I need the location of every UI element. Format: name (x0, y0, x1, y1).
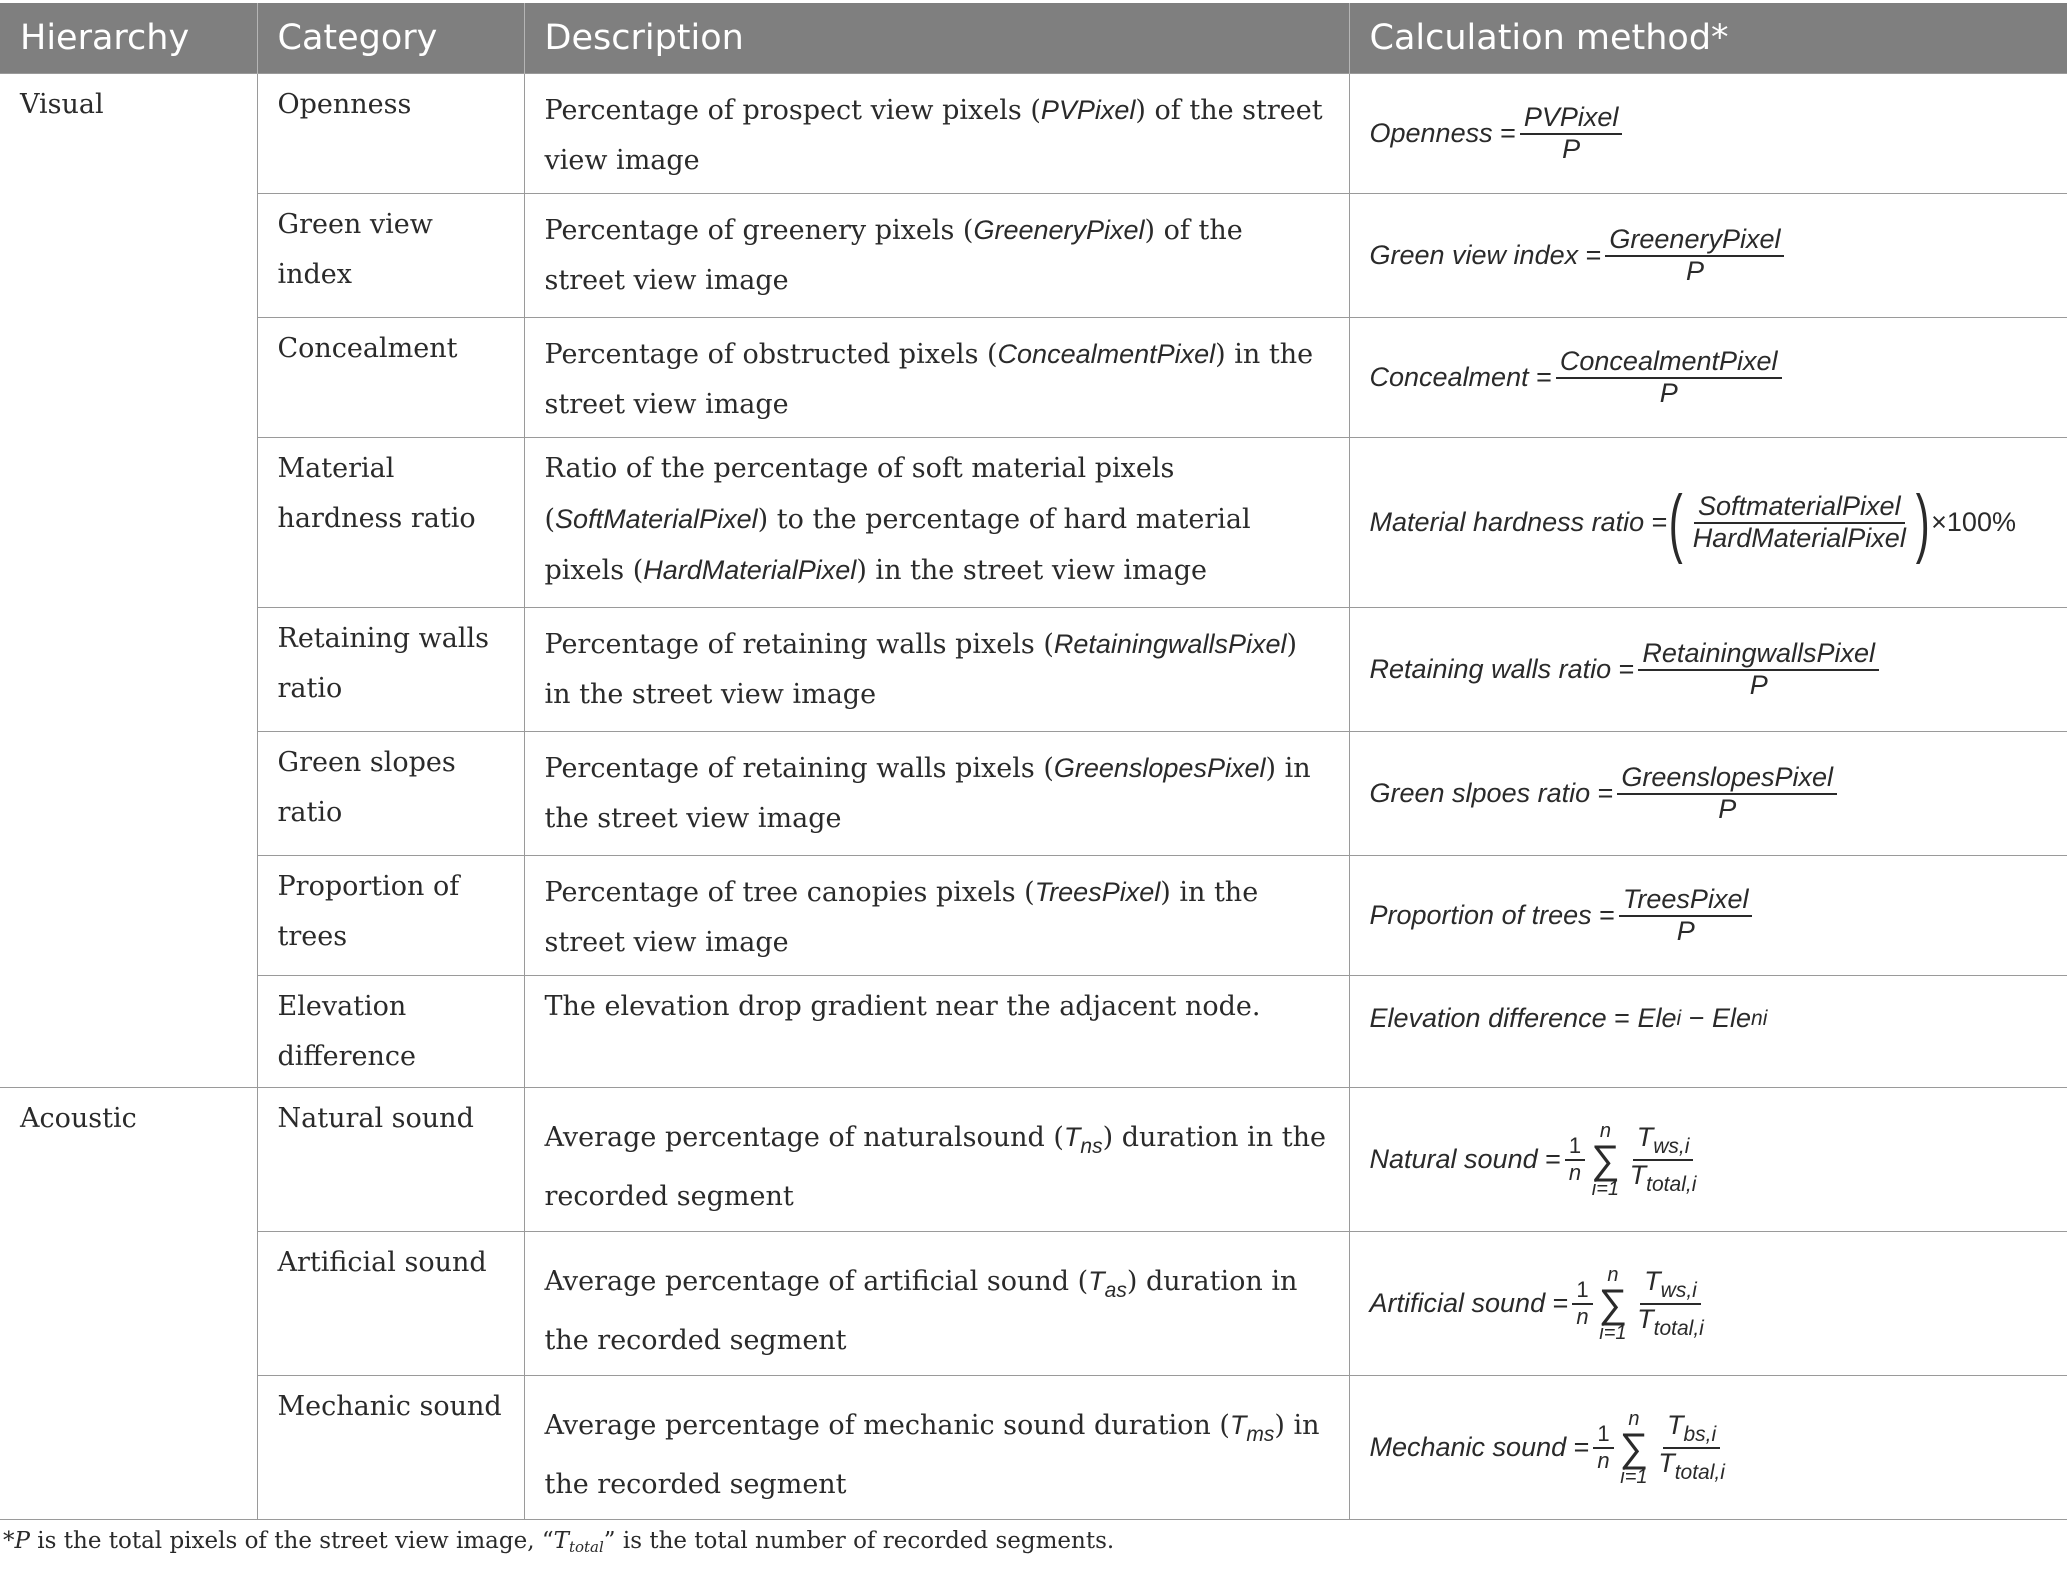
category-cell (257, 1376, 524, 1520)
formula-subscript: ws,i (1653, 1135, 1690, 1159)
fraction (1617, 763, 1837, 824)
description-cell (524, 318, 1349, 438)
equals-sign: = (1599, 900, 1615, 931)
fraction-denominator: T (1637, 1303, 1654, 1334)
sum-upper-limit: n (1607, 1263, 1619, 1286)
description-part: Percentage of retaining walls pixels ( (544, 753, 1054, 784)
hierarchy-label: Visual (20, 89, 104, 120)
formula (1370, 1121, 1705, 1199)
hierarchy-label: Acoustic (20, 1103, 137, 1134)
category-cell (257, 74, 524, 194)
formula (1370, 639, 1884, 700)
table-row (0, 318, 2067, 438)
fraction (1556, 347, 1782, 408)
sigma-symbol: ∑ (1619, 1425, 1649, 1470)
category-label: Green slopes ratio (277, 747, 456, 828)
category-label: Elevation difference (277, 991, 416, 1072)
formula-subscript: total,i (1646, 1172, 1697, 1196)
formula-subscript: bs,i (1683, 1423, 1717, 1447)
description-part: ) in the street view image (856, 555, 1207, 586)
description-cell (524, 74, 1349, 194)
fraction-denominator: P (1676, 915, 1695, 946)
fraction-numerator: T (1636, 1122, 1654, 1153)
formula-lhs: Natural sound (1369, 1144, 1538, 1175)
description-part: Average percentage of artificial sound ( (544, 1266, 1089, 1297)
equals-sign: = (1614, 1003, 1630, 1033)
description-part: ) duration in the recorded segment (544, 1266, 1298, 1356)
table-row (0, 976, 2067, 1088)
summation (1599, 1265, 1628, 1343)
description-cell (524, 1376, 1349, 1520)
formula-suffix: ×100% (1931, 507, 2016, 538)
description-text (545, 1232, 1329, 1366)
description-subscript: ms (1246, 1423, 1275, 1446)
formula-lhs: Proportion of trees (1369, 900, 1592, 931)
description-part: Percentage of prospect view pixels ( (544, 95, 1041, 126)
formula-subscript: total,i (1674, 1460, 1725, 1484)
category-label: Retaining walls ratio (277, 623, 490, 704)
formula-lhs: Mechanic sound (1369, 1432, 1567, 1463)
formula-lhs: Green view index (1369, 240, 1579, 271)
description-part: Percentage of retaining walls pixels ( (544, 629, 1054, 660)
category-label: Natural sound (277, 1103, 474, 1134)
formula-cell (1349, 318, 2067, 438)
fraction-numerator: T (1644, 1266, 1661, 1297)
formula (1370, 103, 1627, 164)
formula-subscript: i (1676, 1006, 1682, 1030)
description-cell (524, 1232, 1349, 1376)
description-cell (524, 856, 1349, 976)
fraction-numerator: SoftmaterialPixel (1694, 492, 1905, 524)
formula-cell (1349, 1376, 2067, 1520)
description-cell (524, 732, 1349, 856)
description-subscript: as (1104, 1279, 1127, 1302)
description-part: ) in the street view image (544, 629, 1298, 710)
fraction (1619, 885, 1753, 946)
description-part: Average percentage of mechanic sound duration ( (544, 1410, 1230, 1441)
description-part: ) in the street view image (544, 339, 1314, 420)
fraction-numerator: TreesPixel (1619, 885, 1753, 917)
description-part: ) in the street view image (544, 877, 1259, 958)
formula-cell (1349, 976, 2067, 1088)
fraction-numerator: T (1666, 1410, 1684, 1441)
footnote-marker: * (3, 1528, 15, 1554)
category-cell (257, 856, 524, 976)
description-part: ) of the street view image (544, 215, 1243, 296)
description-text (545, 856, 1329, 968)
table-row (0, 194, 2067, 318)
category-cell (257, 608, 524, 732)
description-variable: GreeneryPixel (973, 215, 1145, 245)
category-label: Proportion of trees (277, 871, 460, 952)
table-row (0, 1088, 2067, 1232)
category-cell (257, 976, 524, 1088)
description-part: Percentage of greenery pixels ( (544, 215, 974, 246)
sum-lower-limit: i=1 (1591, 1177, 1620, 1200)
equals-sign: = (1500, 118, 1516, 149)
category-cell (257, 318, 524, 438)
formula-lhs: Elevation difference (1369, 1003, 1607, 1033)
fraction-numerator: GreenslopesPixel (1617, 763, 1837, 795)
equals-sign: = (1585, 240, 1602, 271)
category-label: Concealment (277, 333, 458, 364)
description-part: ) of the street view image (544, 95, 1323, 176)
formula-subscript: ws,i (1660, 1279, 1697, 1303)
category-cell (257, 194, 524, 318)
header-hierarchy: Hierarchy (0, 3, 257, 74)
equals-sign: = (1618, 654, 1635, 685)
formula-cell (1349, 438, 2067, 608)
hierarchy-cell (0, 74, 257, 1088)
table-row (0, 732, 2067, 856)
sigma-symbol: ∑ (1598, 1281, 1628, 1326)
fraction-numerator: PVPixel (1520, 103, 1623, 135)
formula-cell (1349, 1232, 2067, 1376)
category-label: Material hardness ratio (277, 453, 476, 534)
footnote-text: is the total pixels of the street view image, “ (29, 1528, 554, 1554)
fraction-denominator: HardMaterialPixel (1692, 522, 1906, 553)
description-text (545, 1376, 1329, 1510)
fraction-denominator: P (1562, 133, 1581, 164)
header-row (0, 3, 2067, 74)
formula (1370, 347, 1786, 408)
table-row (0, 608, 2067, 732)
category-label: Green view index (277, 209, 433, 290)
formula (1370, 1002, 1768, 1034)
formula-lhs: Green slpoes ratio (1369, 778, 1591, 809)
category-cell (257, 1088, 524, 1232)
description-variable: PVPixel (1040, 95, 1136, 125)
equals-sign: = (1597, 778, 1614, 809)
description-part: ) to the percentage of hard material pixels ( (544, 504, 1251, 586)
formula-lhs: Concealment (1369, 362, 1529, 393)
description-text (545, 1088, 1329, 1222)
formula-cell (1349, 856, 2067, 976)
description-text (545, 194, 1329, 306)
description-cell (524, 438, 1349, 608)
category-cell (257, 1232, 524, 1376)
fraction (1565, 1134, 1585, 1184)
sigma-symbol: ∑ (1591, 1137, 1620, 1182)
fraction (1593, 1422, 1613, 1472)
formula-lhs: Openness (1369, 118, 1493, 149)
description-part: ) in the recorded segment (544, 1410, 1320, 1500)
footnote-subscript: total (568, 1538, 604, 1556)
description-text (545, 318, 1329, 430)
fraction-denominator: P (1659, 377, 1678, 408)
category-cell (257, 732, 524, 856)
hierarchy-cell (0, 1088, 257, 1520)
description-variable: GreenslopesPixel (1053, 753, 1266, 783)
category-label: Mechanic sound (277, 1391, 502, 1422)
category-label: Artificial sound (277, 1247, 487, 1278)
fraction-denominator: T (1658, 1447, 1675, 1478)
description-part: Percentage of tree canopies pixels ( (544, 877, 1035, 908)
description-text (545, 74, 1329, 186)
fraction-denominator: P (1718, 793, 1737, 824)
description-variable: HardMaterialPixel (643, 555, 857, 585)
fraction-denominator: P (1685, 255, 1704, 286)
description-variable: SoftMaterialPixel (555, 504, 758, 534)
table-footnote (3, 1528, 1114, 1556)
fraction (1605, 225, 1784, 286)
table-row (0, 1376, 2067, 1520)
footnote-variable: T (553, 1528, 569, 1554)
fraction-denominator: P (1749, 669, 1768, 700)
description-text (545, 438, 1329, 596)
equals-sign: = (1651, 507, 1668, 538)
fraction (1638, 639, 1879, 700)
fraction-numerator: ConcealmentPixel (1556, 347, 1782, 379)
formula (1370, 225, 1789, 286)
description-cell (524, 976, 1349, 1088)
minus-sign: − (1688, 1003, 1705, 1033)
description-part: The elevation drop gradient near the adjacent node. (544, 991, 1261, 1022)
right-paren: ) (1915, 479, 1930, 565)
fraction (1689, 492, 1910, 553)
category-label: Openness (277, 89, 412, 120)
fraction-denominator: n (1568, 1159, 1582, 1185)
fraction-denominator: T (1629, 1159, 1647, 1190)
equals-sign: = (1536, 362, 1552, 393)
fraction (1654, 1411, 1729, 1483)
fraction-denominator: n (1597, 1447, 1610, 1473)
formula-term: Ele (1711, 1003, 1752, 1033)
table-row (0, 74, 2067, 194)
formula-lhs: Material hardness ratio (1369, 507, 1645, 538)
fraction-numerator: 1 (1593, 1422, 1613, 1448)
fraction (1633, 1267, 1708, 1339)
sum-upper-limit: n (1599, 1119, 1611, 1142)
description-variable: TreesPixel (1034, 877, 1161, 907)
summation (1620, 1409, 1649, 1487)
left-paren: ( (1669, 479, 1684, 565)
sum-lower-limit: i=1 (1620, 1465, 1648, 1488)
equals-sign: = (1573, 1432, 1590, 1463)
formula-subscript: ni (1751, 1006, 1768, 1030)
formula-lhs: Retaining walls ratio (1369, 654, 1612, 685)
description-variable: RetainingwallsPixel (1053, 629, 1287, 659)
fraction-numerator: GreeneryPixel (1605, 225, 1784, 257)
formula-cell (1349, 194, 2067, 318)
formula (1370, 1409, 1733, 1487)
description-variable: T (1088, 1266, 1105, 1296)
formula-cell (1349, 74, 2067, 194)
summation (1591, 1121, 1620, 1199)
formula-cell (1349, 608, 2067, 732)
description-variable: ConcealmentPixel (997, 339, 1216, 369)
description-part: Average percentage of naturalsound ( (544, 1122, 1064, 1153)
header-description: Description (524, 3, 1349, 74)
description-part: ) duration in the recorded segment (544, 1122, 1326, 1212)
fraction-numerator: 1 (1565, 1134, 1585, 1160)
fraction-denominator: n (1576, 1303, 1589, 1329)
table-row (0, 1232, 2067, 1376)
description-text (545, 976, 1329, 1032)
sum-lower-limit: i=1 (1599, 1321, 1627, 1344)
description-variable: T (1229, 1410, 1247, 1440)
formula-lhs: Artificial sound (1369, 1288, 1546, 1319)
formula (1370, 885, 1757, 946)
formula (1369, 479, 2016, 565)
description-subscript: ns (1080, 1135, 1103, 1158)
equals-sign: = (1552, 1288, 1569, 1319)
description-cell (524, 608, 1349, 732)
description-cell (524, 194, 1349, 318)
header-calculation: Calculation method* (1349, 3, 2067, 74)
footnote-text: ” is the total number of recorded segments. (603, 1528, 1115, 1554)
formula-term: Ele (1637, 1003, 1677, 1033)
fraction-numerator: 1 (1572, 1278, 1592, 1304)
description-text (545, 608, 1329, 720)
formula-cell (1349, 732, 2067, 856)
formula (1370, 763, 1842, 824)
description-part: Ratio of the percentage of soft material pixels ( (544, 453, 1175, 535)
fraction-numerator: RetainingwallsPixel (1638, 639, 1879, 671)
description-cell (524, 1088, 1349, 1232)
fraction (1572, 1278, 1592, 1328)
description-variable: T (1063, 1122, 1081, 1152)
category-cell (257, 438, 524, 608)
description-part: Percentage of obstructed pixels ( (544, 339, 998, 370)
formula-cell (1349, 1088, 2067, 1232)
formula (1370, 1265, 1712, 1343)
description-text (545, 732, 1329, 844)
header-category: Category (257, 3, 524, 74)
table-row (0, 856, 2067, 976)
equals-sign: = (1545, 1144, 1561, 1175)
table-row (0, 438, 2067, 608)
indicator-table (0, 3, 2067, 1520)
footnote-variable: P (14, 1528, 30, 1554)
sum-upper-limit: n (1628, 1407, 1640, 1430)
fraction (1520, 103, 1623, 164)
formula-subscript: total,i (1653, 1316, 1704, 1340)
fraction (1626, 1123, 1701, 1195)
description-part: ) in the street view image (544, 753, 1311, 834)
